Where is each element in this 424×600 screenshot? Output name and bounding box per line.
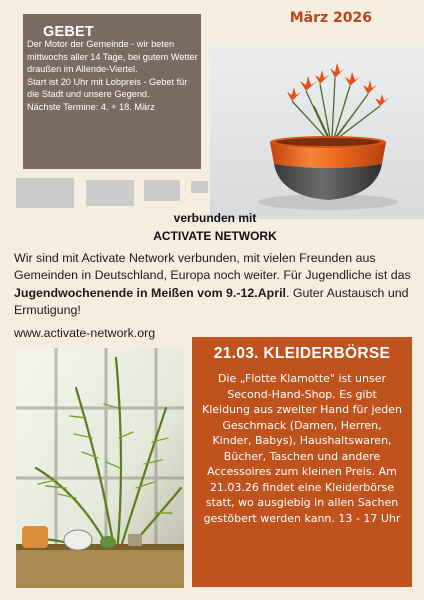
- palm-photo: [16, 348, 184, 588]
- network-heading: [100, 209, 330, 245]
- network-text: [14, 250, 414, 319]
- kleiderboerse-title: 21.03. KLEIDERBÖRSE: [213, 345, 391, 362]
- kleiderboerse-body: Die „Flotte Klamotte" ist unser Second-Hand-Shop. Es gibt Kleidung aus zweiter Hand für jeden Geschmack (Damen, Herren, Kinder, Babys), Haushaltswaren, Bücher, Taschen und andere Accessoires zum kleinen Preis. Am 21.03.26 findet eine Kleiderbörse statt, wo ausgiebig in allen Sachen gestöbert werden kann. 13 - 17 Uhr: [202, 372, 403, 525]
- date-label: März 2026: [289, 10, 372, 26]
- network-heading-line1: verbunden mit: [173, 211, 257, 225]
- decorative-square: [191, 181, 208, 193]
- decorative-square: [144, 180, 180, 201]
- gebet-title: GEBET: [43, 24, 94, 40]
- network-text-part2: . Guter Austausch und Ermutigung!: [14, 285, 409, 317]
- kleiderboerse-card: [192, 337, 412, 587]
- gebet-body: Der Motor der Gemeinde - wir beten mittwochs aller 14 Tage, bei gutem Wetter draußen im Allende-Viertel. Start ist 20 Uhr mit Lobpreis - Gebet für die Stadt und unsere Gegend. Nächste Termine: 4. + 18. März: [27, 39, 198, 112]
- network-text-bold: Jugendwochenende in Meißen vom 9.-12.April: [14, 285, 286, 300]
- decorative-square: [16, 178, 74, 208]
- network-url[interactable]: www.activate-network.org: [14, 326, 156, 340]
- vase-photo: [210, 46, 424, 219]
- gebet-card: [23, 14, 201, 169]
- decorative-square: [86, 180, 134, 206]
- network-heading-line2: ACTIVATE NETWORK: [153, 229, 277, 243]
- network-text-part1: Wir sind mit Activate Network verbunden, mit vielen Freunden aus Gemeinden in Deutschland, Europa noch weiter. Für Jugendliche ist das: [14, 251, 411, 283]
